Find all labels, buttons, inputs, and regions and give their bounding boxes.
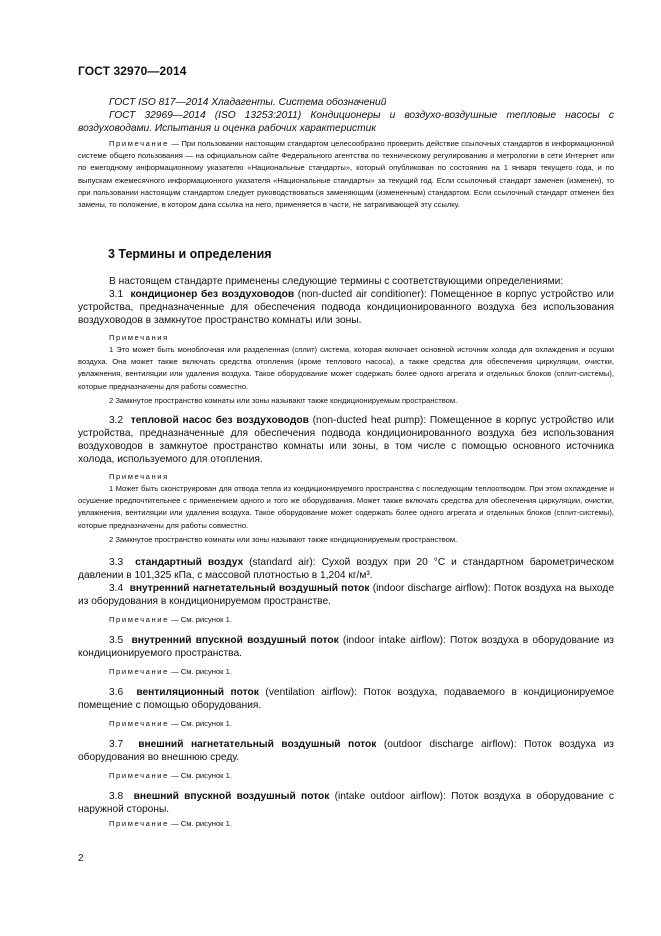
- reference-item: ГОСТ ISO 817—2014 Хладагенты. Система обозначений: [109, 97, 387, 108]
- term-definition: (non-ducted air conditioner): Помещенное в корпус устройство или устройства, предназначенные для обеспечения подвода кондиционированного воздуха без использования воздуховодов в замкнутое пространство комнаты или зоны.: [78, 289, 614, 326]
- term-definition: (outdoor discharge airflow): Поток воздуха из оборудования во внешнюю среду.: [78, 739, 614, 764]
- term-name: внутренний впускной воздушный поток: [131, 635, 339, 647]
- term-name: внутренний нагнетательный воздушный поток: [129, 583, 370, 595]
- section-title: 3 Термины и определения: [108, 247, 272, 261]
- term-3-3: 3.3 стандартный воздух (standard air): Сухой воздух при 20 °С и стандартном барометрическом давлении в 101,325 кПа, с массовой плотностью в 1,204 кг/м³.: [78, 557, 614, 582]
- term-3-1: 3.1 кондиционер без воздуховодов (non-ducted air conditioner): Помещенное в корпус устройство или устройства, предназначенные для обеспечения подвода кондиционированного воздуха без использования воздуховодов в замкнутое пространство комнаты или зоны.: [78, 289, 614, 326]
- figure-note: Примечание — См. рисунок 1.: [109, 771, 232, 781]
- term-3-5: 3.5 внутренний впускной воздушный поток (indoor intake airflow): Поток воздуха в оборудование из кондиционируемого пространства.: [78, 635, 614, 660]
- term-definition: (non-ducted heat pump): Помещенное в корпус устройство или устройства, предназначенные для обеспечения подвода кондиционированного воздуха без использования воздуховодов в замкнутое пространство комнаты или зоны, в том числе с помощью основного источника холода, используемого для отопления.: [78, 415, 614, 466]
- figure-note: Примечание — См. рисунок 1.: [109, 819, 232, 829]
- notes-label: Примечания: [109, 472, 169, 482]
- term-3-7: 3.7 внешний нагнетательный воздушный поток (outdoor discharge airflow): Поток воздуха из оборудования во внешнюю среду.: [78, 739, 614, 764]
- note-text: — При пользовании настоящим стандартом целесообразно проверить действие ссылочных стандартов в информационной системе общего пользования — на официальном сайте Федерального агентства по техническому регулированию и метрологии в сети Интернет или по ежегодному информационному указателю «Национальные стандарты», который опубликован по состоянию на 1 января текущего года, и по выпускам ежемесячного информационного указателя «Национальные стандарты» за текущий год. Если ссылочный стандарт заменен (изменен), то при пользовании настоящим стандартом следует руководствоваться заменяющим (измененным) стандартом. Если ссылочный стандарт отменен без замены, то положение, в котором дана ссылка на него, применяется в части, не затрагивающей эту ссылку.: [78, 139, 614, 210]
- page-number: 2: [78, 853, 84, 864]
- term-definition: (intake outdoor airflow): Поток воздуха в оборудование с наружной стороны.: [78, 791, 614, 816]
- normative-references: [78, 96, 614, 135]
- notes-label: Примечания: [109, 333, 169, 342]
- term-3-4: 3.4 внутренний нагнетательный воздушный поток (indoor discharge airflow): Поток воздуха на выходе из оборудования в кондиционируемом пространстве.: [78, 583, 614, 608]
- note-item: 1 Это может быть моноблочная или разделенная (сплит) система, которая включает основной источник холода для охлаждения и осушки воздуха. Она может также включать средства отопления (кроме теплового насоса), а также средства для обеспечения циркуляции, очистки, увлажнения, вентиляции или удаления воздуха. Такое оборудование может содержать более одного агрегата и отдельных блоков (сплит-системы), которые предназначены для работы совместно.: [78, 345, 614, 391]
- term-3-6: 3.6 вентиляционный поток (ventilation airflow): Поток воздуха, подаваемого в кондиционируемое помещение с помощью оборудования.: [78, 687, 614, 712]
- term-3-2: 3.2 тепловой насос без воздуховодов (non-ducted heat pump): Помещенное в корпус устройство или устройства, предназначенные для обеспечения подвода кондиционированного воздуха без использования воздуховодов в замкнутое пространство комнаты или зоны, в том числе с помощью основного источника холода, используемого для отопления.: [78, 415, 614, 466]
- term-name: стандартный воздух: [135, 557, 244, 569]
- document-header: ГОСТ 32970—2014: [78, 64, 187, 78]
- term-name: внешний впускной воздушный поток: [133, 791, 330, 803]
- term-name: кондиционер без воздуховодов: [130, 289, 295, 300]
- note-item: 2 Замкнутое пространство комнаты или зоны называют также кондиционируемым пространством.: [109, 395, 458, 405]
- term-definition: (ventilation airflow): Поток воздуха, подаваемого в кондиционируемое помещение с помощью оборудования.: [78, 687, 614, 712]
- figure-note: Примечание — См. рисунок 1.: [109, 615, 232, 625]
- note-label: Примечание: [109, 139, 169, 148]
- definitions-body: [78, 275, 614, 830]
- term-definition: (indoor intake airflow): Поток воздуха в оборудование из кондиционируемого пространства.: [78, 635, 614, 660]
- figure-note: Примечание — См. рисунок 1.: [109, 667, 232, 677]
- term-name: вентиляционный поток: [136, 687, 259, 699]
- note-item: 1 Может быть сконструирован для отвода тепла из кондиционируемого пространства с последующим теплоотводом. При этом охлаждение и осушение предпочтительнее с применением одного и того же оборудования. Может также включать средства для обеспечения циркуляции, очистки, увлажнения, вентиляции или удаления воздуха. Такое оборудование может содержать более одного агрегата и отдельных блоков (сплит-системы), которые предназначены для работы совместно.: [78, 484, 614, 530]
- section-intro: В настоящем стандарте применены следующие термины с соответствующими определениями:: [109, 276, 564, 287]
- figure-note: Примечание — См. рисунок 1.: [109, 719, 232, 729]
- reference-note: [78, 138, 614, 211]
- reference-item: ГОСТ 32969—2014 (ISO 13253:2011) Кондиционеры и воздухо-воздушные тепловые насосы с воздуховодами. Испытания и оценка рабочих характеристик: [78, 110, 614, 134]
- term-3-8: 3.8 внешний впускной воздушный поток (intake outdoor airflow): Поток воздуха в оборудование с наружной стороны.: [78, 791, 614, 816]
- term-definition: (standard air): Сухой воздух при 20 °С и стандартном барометрическом давлении в 101,325 кПа, с массовой плотностью в 1,204 кг/м³.: [78, 557, 614, 582]
- note-item: 2 Замкнутое пространство комнаты или зоны называют также кондиционируемым пространством.: [109, 534, 458, 544]
- term-name: внешний нагнетательный воздушный поток: [138, 739, 377, 751]
- term-name: тепловой насос без воздуховодов: [130, 415, 309, 427]
- term-definition: (indoor discharge airflow): Поток воздуха на выходе из оборудования в кондиционируемом пространстве.: [78, 583, 614, 608]
